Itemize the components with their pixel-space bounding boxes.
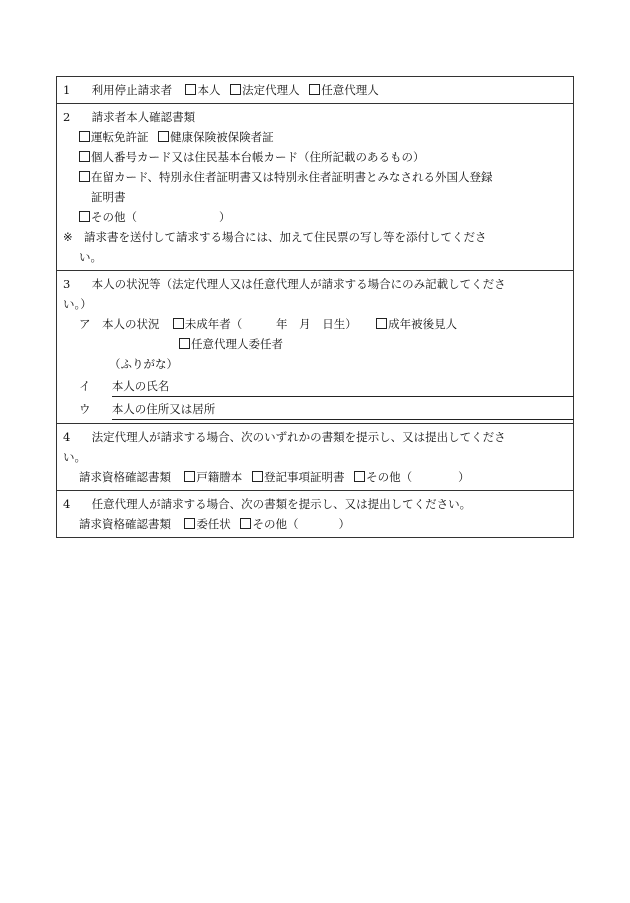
section-number: 4 — [63, 497, 71, 511]
adult-ward-label: 成年被後見人 — [388, 317, 458, 331]
checkbox-residence-card[interactable] — [79, 171, 90, 182]
checkbox-voluntary-principal[interactable] — [179, 338, 190, 349]
checkbox-adult-ward[interactable] — [376, 318, 387, 329]
family-register-label: 戸籍謄本 — [196, 470, 243, 484]
item-i-label: イ — [79, 379, 91, 393]
request-form — [56, 76, 574, 538]
checkbox-other-id[interactable] — [79, 211, 90, 222]
option-self-label: 本人 — [197, 83, 221, 97]
checkbox-drivers-license[interactable] — [79, 131, 90, 142]
voluntary-principal-label: 任意代理人委任者 — [191, 337, 283, 351]
section-title: 法定代理人が請求する場合、次のいずれかの書類を提示し、又は提出してくださ — [91, 430, 506, 444]
day-born-label: 日生） — [322, 317, 357, 331]
section-number: 2 — [63, 110, 71, 124]
principal-name-field[interactable] — [112, 376, 574, 397]
section-title-cont: い。 — [63, 450, 86, 464]
eligibility-docs-label: 請求資格確認書類 — [79, 470, 171, 484]
section-voluntary-agent-docs — [57, 490, 573, 537]
residence-card-label: 在留カード、特別永住者証明書又は特別永住者証明書とみなされる外国人登録 — [91, 170, 493, 184]
mynumber-card-label: 個人番号カード又は住民基本台帳カード（住所記載のあるもの） — [91, 150, 425, 164]
note-text: 請求書を送付して請求する場合には、加えて住民票の写し等を添付してくださ — [83, 230, 487, 244]
month-label: 月 — [299, 317, 311, 331]
other-legal-label: その他（ — [366, 470, 413, 484]
checkbox-power-of-attorney[interactable] — [184, 518, 195, 529]
note-mark: ※ — [63, 230, 73, 244]
option-voluntary-agent-label: 任意代理人 — [321, 83, 379, 97]
other-legal-close: ） — [458, 470, 470, 484]
section-title: 利用停止請求者 — [91, 83, 173, 97]
principal-address-label: 本人の住所又は居所 — [111, 402, 216, 416]
checkbox-family-register[interactable] — [184, 471, 195, 482]
other-voluntary-label: その他（ — [252, 517, 299, 531]
note-text-cont: い。 — [79, 250, 102, 264]
checkbox-health-insurance[interactable] — [158, 131, 169, 142]
furigana-label: （ふりがな） — [109, 357, 178, 371]
section-legal-agent-docs — [57, 423, 573, 490]
option-legal-agent-label: 法定代理人 — [242, 83, 300, 97]
residence-card-label-cont: 証明書 — [91, 190, 126, 204]
eligibility-docs-label: 請求資格確認書類 — [79, 517, 171, 531]
section-number: 4 — [63, 430, 71, 444]
registry-certificate-label: 登記事項証明書 — [263, 470, 345, 484]
principal-name-label: 本人の氏名 — [111, 379, 170, 393]
checkbox-registry-certificate[interactable] — [252, 471, 263, 482]
other-id-close: ） — [219, 210, 231, 224]
section-number: 3 — [63, 277, 71, 291]
section-number: 1 — [63, 83, 71, 97]
item-u-label: ウ — [79, 402, 91, 416]
section-requester — [57, 77, 573, 103]
section-title: 本人の状況等（法定代理人又は任意代理人が請求する場合にのみ記載してくださ — [91, 277, 506, 291]
other-id-label: その他（ — [91, 210, 137, 224]
drivers-license-label: 運転免許証 — [91, 130, 149, 144]
power-of-attorney-label: 委任状 — [196, 517, 231, 531]
checkbox-other-voluntary[interactable] — [240, 518, 251, 529]
other-voluntary-close: ） — [338, 517, 350, 531]
principal-address-field[interactable] — [112, 399, 574, 420]
checkbox-voluntary-agent[interactable] — [309, 84, 320, 95]
checkbox-other-legal[interactable] — [354, 471, 365, 482]
year-label: 年 — [275, 317, 288, 331]
checkbox-legal-agent[interactable] — [230, 84, 241, 95]
health-insurance-label: 健康保険被保険者証 — [170, 130, 274, 144]
checkbox-mynumber-card[interactable] — [79, 151, 90, 162]
status-label: ア 本人の状況 — [79, 317, 160, 331]
section-title: 任意代理人が請求する場合、次の書類を提示し、又は提出してください。 — [91, 497, 472, 511]
checkbox-minor[interactable] — [173, 318, 184, 329]
section-id-documents — [57, 103, 573, 270]
section-title: 請求者本人確認書類 — [91, 110, 196, 124]
section-principal-status — [57, 270, 573, 423]
checkbox-self[interactable] — [185, 84, 196, 95]
section-title-cont: い。） — [63, 297, 92, 311]
minor-label: 未成年者（ — [184, 317, 243, 331]
